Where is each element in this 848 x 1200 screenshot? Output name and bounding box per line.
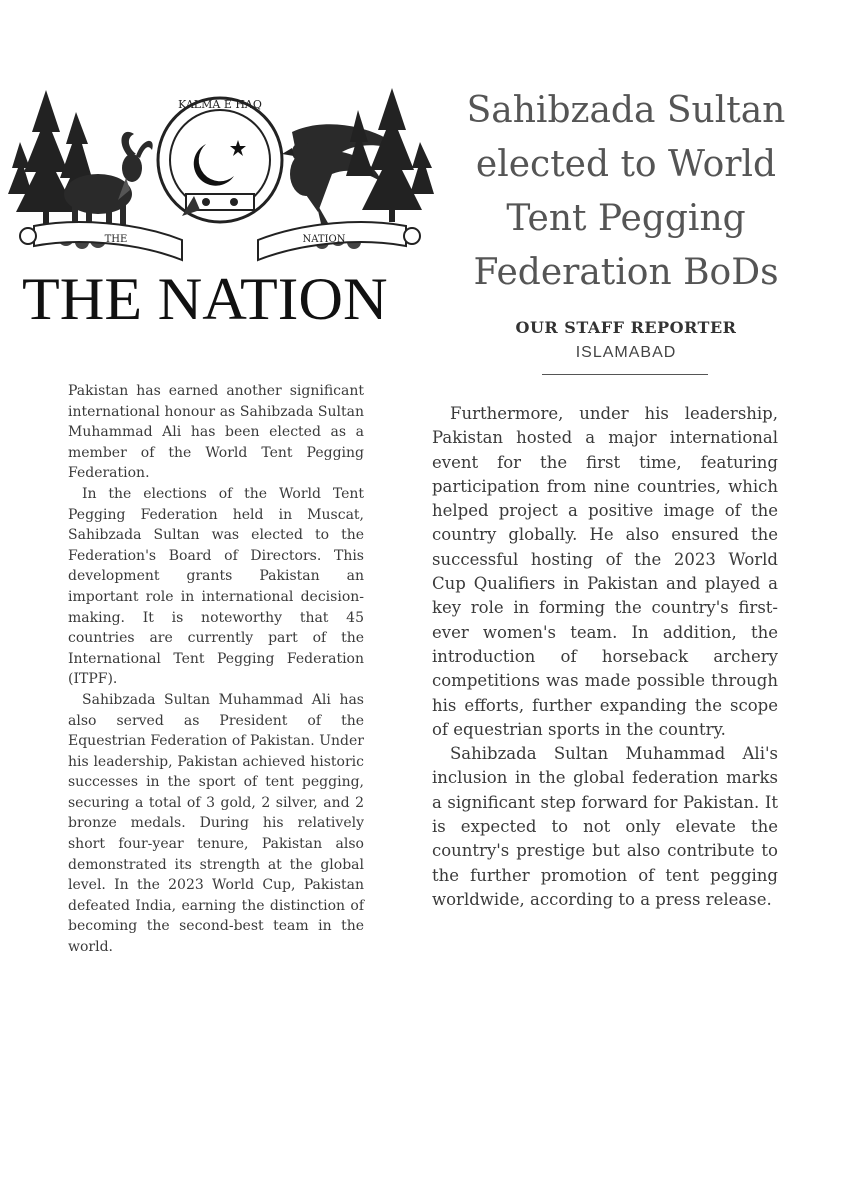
paragraph: Sahibzada Sultan Muhammad Ali's inclusion in the global federation marks a significant step forward for Pakistan. It is expected to not only elevate the country's prestige but also contribute to the further promotion of tent pegging worldwide, according to a press release. <box>432 744 778 909</box>
banner-ribbon <box>20 222 420 260</box>
seal-text: KALMA E HAQ <box>178 98 262 111</box>
paragraph: Furthermore, under his leadership, Pakistan hosted a major international event for the first time, featuring participation from nine countries, which helped project a positive image of the country globally. He also ensured the successful hosting of the 2023 World Cup Qualifiers in Pakistan and played a key role in forming the country's first-ever women's team. In addition, the introduction of horseback archery competitions was made possible through his efforts, further expanding the scope of equestrian sports in the country. <box>432 404 778 739</box>
article-column-2 <box>432 402 778 912</box>
dateline-location: ISLAMABAD <box>575 344 677 361</box>
reporter-name: OUR STAFF REPORTER <box>515 318 737 337</box>
article-headline <box>440 84 812 300</box>
paragraph: Pakistan has earned another significant international honour as Sahibzada Sultan Muhammad Ali has been elected as a member of the World Tent Pegging Federation. <box>68 383 364 482</box>
byline-divider <box>542 374 708 375</box>
byline <box>452 315 800 365</box>
paragraph: In the elections of the World Tent Pegging Federation held in Muscat, Sahibzada Sultan was elected to the Federation's Board of Directors. This development grants Pakistan an important role in international decision-making. It is noteworthy that 45 countries are currently part of the International Tent Pegging Federation (ITPF). <box>68 485 364 688</box>
article-column-1 <box>68 381 364 958</box>
masthead-emblem <box>6 82 434 272</box>
newspaper-title: THE NATION <box>22 266 388 332</box>
pine-tree-icon <box>346 88 434 222</box>
seal-emblem <box>158 98 282 222</box>
banner-right-text: NATION <box>302 234 346 245</box>
headline-line: elected to World <box>475 144 777 185</box>
headline-line: Sahibzada Sultan <box>466 90 786 131</box>
headline-line: Federation BoDs <box>473 252 779 293</box>
banner-left-text: THE <box>104 234 128 245</box>
paragraph: Sahibzada Sultan Muhammad Ali has also served as President of the Equestrian Federation of Pakistan. Under his leadership, Pakistan achieved historic successes in the sport of tent pegging, securing a total of 3 gold, 2 silver, and 2 bronze medals. During his relatively short four-year tenure, Pakistan also demonstrated its strength at the global level. In the 2023 World Cup, Pakistan defeated India, earning the distinction of becoming the second-best team in the world. <box>68 691 364 956</box>
headline-line: Tent Pegging <box>506 198 746 239</box>
